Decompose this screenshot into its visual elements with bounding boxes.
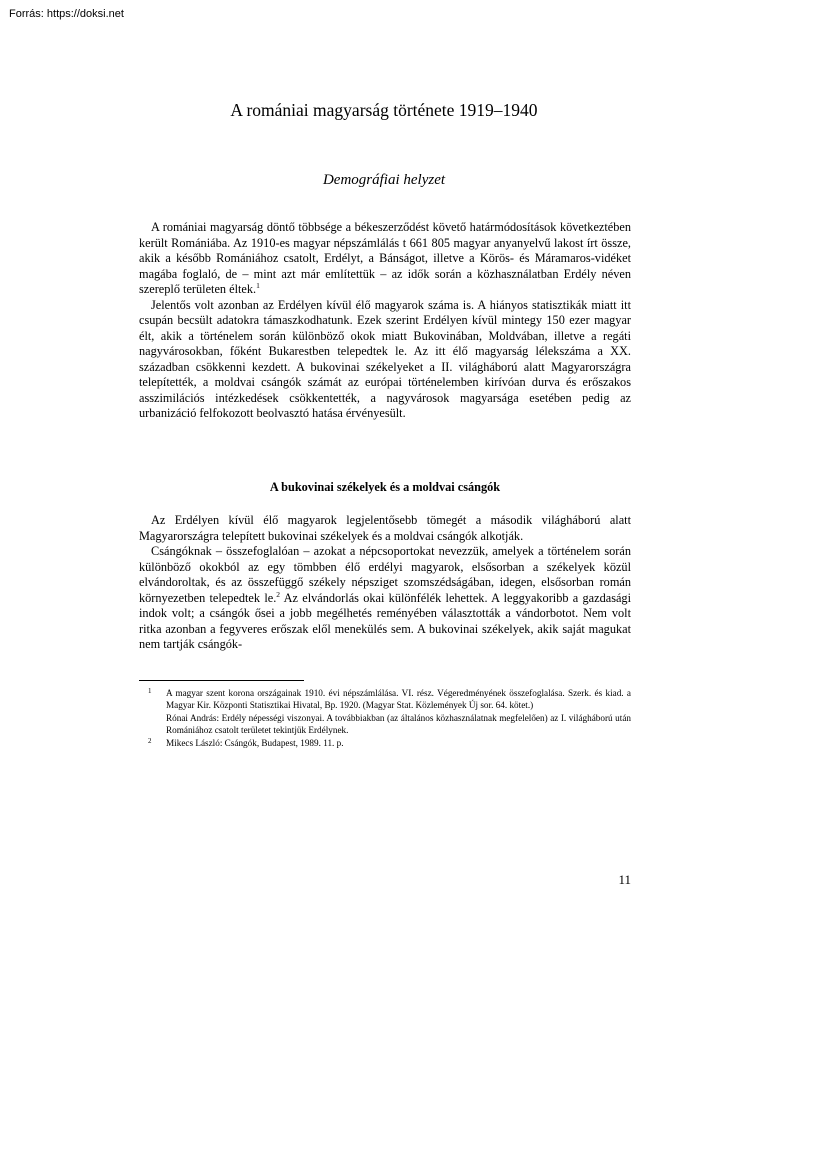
section-subtitle: Demográfiai helyzet [322, 172, 446, 188]
footnote-number: 1 [148, 687, 152, 695]
footnote-number: 2 [148, 736, 152, 745]
footnote-text: Rónai András: Erdély népességi viszonyai. A továbbiakban (az általános közhasználatnak megfelelően) az I. világháború után Romániához csatolt területet tekintjük Erdélynek. [166, 712, 631, 736]
paragraph-text: A romániai magyarság döntő többsége a békeszerződést követő határmódosítások következtében került Romániába. Az 1910-es magyar népszámlálás t 661 805 magyar anyanyelvű lakost írt össze, akik a később Romániához csatolt, Erdélyt, a Bánságot, illetve a Körös- és Máramaros-vidéket magába foglaló, de – mint azt már említettük – az idők során a közhasználatban Erdély néven szereplő területen éltek. [139, 220, 631, 296]
section-2-body [139, 513, 631, 653]
footnote [148, 687, 631, 737]
footnote-ref: 1 [256, 281, 260, 290]
section-heading: A bukovinai székelyek és a moldvai csángók [269, 480, 501, 494]
paragraph-text: Csángóknak – összefoglalóan – azokat a népcsoportokat nevezzük, amelyek a történelem során különböző okokból az egy tömbben élő erdélyi magyarok, elsősorban a székelyek közül elvándoroltak, és az összefüggő székely népsziget szomszédságában, idegen, elsősorban román környezetben telepedtek le. [139, 544, 631, 605]
footnotes [148, 687, 631, 749]
paragraph: Jelentős volt azonban az Erdélyen kívül élő magyarok száma is. A hiányos statisztikák miatt itt csupán becsült adatokra támaszkodhatunk. Ezek szerint Erdélyen kívül mintegy 150 ezer magyar élt, akik a történelem során különböző okok miatt Bukovinában, Moldvában, illetve a regáti nagyvárosokban, főként Bukarestben telepedtek le. Az itt élő magyarság lélekszáma a XX. században csökkenni kezdett. A bukovinai székelyeket a II. világháború alatt Magyarországra telepítették, a moldvai csángók számát az európai történelemben kirívóan durva és erőszakos asszimilációs intézkedések csökkentették, a nagyvárosok magyarsága esetében pedig az urbanizáció felfokozott beolvasztó hatása érvényesült. [139, 297, 631, 420]
page-title: A romániai magyarság története 1919–1940 [230, 100, 538, 120]
page-number: 11 [618, 872, 631, 887]
footnote [148, 737, 631, 749]
paragraph [139, 220, 631, 298]
paragraph: Az Erdélyen kívül élő magyarok legjelentősebb tömegét a második világháború alatt Magyarországra telepített bukovinai székelyek és a moldvai csángók alkotják. [139, 513, 631, 543]
section-1-body [139, 220, 631, 422]
paragraph-text: Az elvándorlás okai különfélék lehettek. A leggyakoribb a gazdasági indok volt; a csángók ősei a jobb megélhetés reményében választották a vándorbotot. Nem volt ritka azonban a fegyveres erőszak elől menekülés sem. A bukovinai székelyek, akik saját magukat nem tartják csángók- [139, 590, 632, 651]
footnote-ref: 2 [276, 589, 281, 599]
footnote-text: Mikecs László: Csángók, Budapest, 1989. 11. p. [166, 737, 344, 748]
paragraph [139, 544, 631, 653]
footnote-text: A magyar szent korona országainak 1910. évi népszámlálása. VI. rész. Végeredményének összefoglalása. Szerk. és kiad. a Magyar Kir. Központi Statisztikai Hivatal, Bp. 1920. (Magyar Stat. Közlemények Új sor. 64. kötet.) [166, 688, 631, 711]
source-label: Forrás: https://doksi.net [9, 8, 124, 20]
footnote-divider [139, 680, 304, 681]
